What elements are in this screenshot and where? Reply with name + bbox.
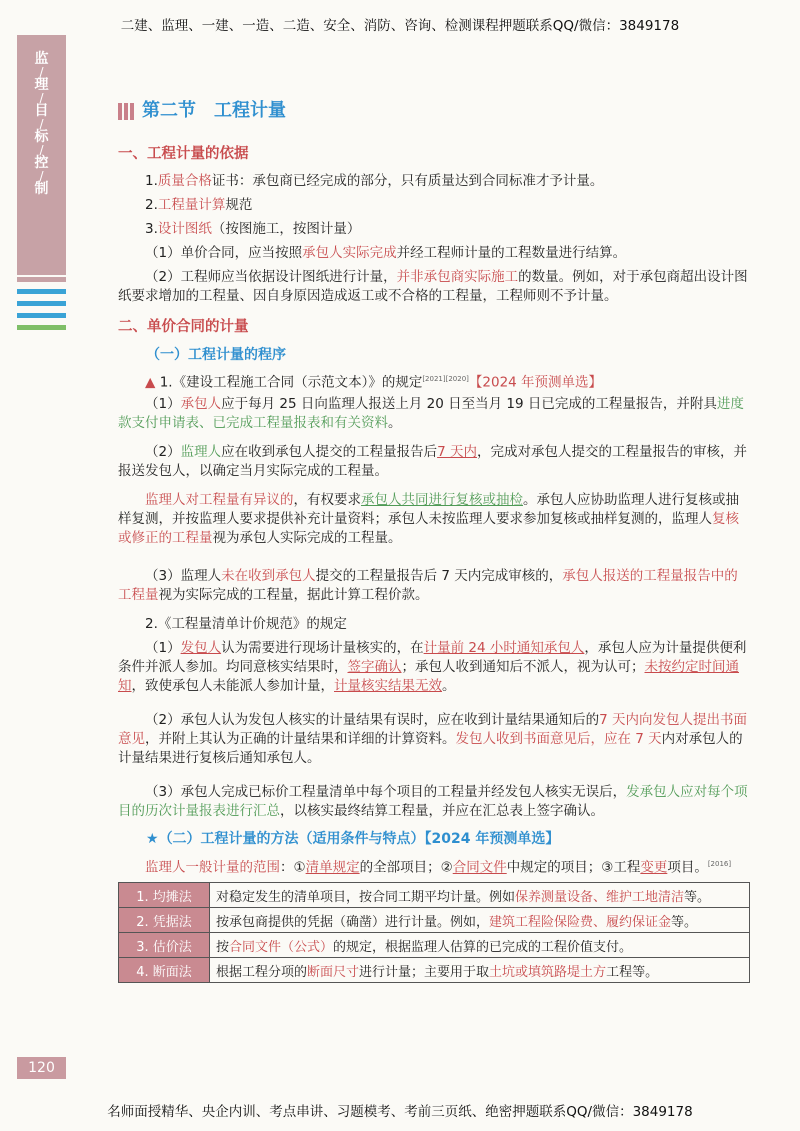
highlight: 质量合格	[157, 173, 212, 189]
highlight: 承包人	[180, 396, 222, 412]
basis-item-1	[118, 172, 750, 191]
table-row	[119, 958, 750, 983]
side-sep: /	[39, 117, 44, 131]
highlight: 未按约定时间通知	[118, 659, 739, 694]
text: ；承包人收到通知后不派人，视为认可；	[401, 659, 645, 675]
measure-scope	[118, 855, 750, 878]
highlight: 7 天内向发包人提出书面意见	[118, 712, 747, 747]
text: ，承包人应为计量提供便利条件并派人参加。均同意核实结果时，	[118, 640, 747, 675]
rule-2-para-3	[118, 783, 750, 821]
section-title	[118, 96, 286, 122]
method-name: 1. 均摊法	[119, 883, 210, 908]
text: 应在收到承包人提交的工程量报告后	[221, 444, 438, 460]
side-char: 监	[34, 51, 49, 67]
exam-year: [2016]	[707, 860, 732, 868]
highlight: 保养测量设备、维护工地清洁	[515, 889, 685, 905]
basis-item-3	[118, 220, 750, 239]
text: 。	[442, 678, 456, 694]
highlight: 合同文件	[452, 859, 507, 876]
side-sep: /	[39, 143, 44, 157]
highlight: 清单规定	[305, 859, 360, 876]
text: ，完成对承包人提交的工程量报告的审核，并报送发包人，以确定当月实际完成的工程量。	[118, 444, 747, 479]
text: 提交的工程量报告后 7 天内完成审核的，	[315, 568, 563, 584]
text: （2）	[145, 444, 181, 460]
method-name: 4. 断面法	[119, 958, 210, 983]
text: 1.	[145, 173, 158, 189]
side-char: 标	[34, 129, 49, 145]
section-title-text: 第二节 工程计量	[142, 100, 286, 121]
star-icon: ★	[146, 831, 159, 847]
text: 等。	[671, 914, 698, 930]
text: 。承包人应协助监理人进行复核或抽样复测，并按监理人要求提供补充计量资料；承包人未按监理人要求参加复核或抽样复测的，监理人	[118, 492, 739, 527]
page-header: 二建、监理、一建、一造、二造、安全、消防、咨询、检测课程押题联系QQ/微信：3849178	[120, 18, 680, 34]
page-number: 120	[17, 1057, 66, 1079]
highlight: 土坑或填筑路堤土方	[489, 964, 607, 980]
side-bar-blue	[17, 301, 66, 306]
highlight: 设计图纸	[157, 221, 212, 237]
text: （1）单价合同，应当按照	[145, 245, 303, 261]
method-desc	[210, 933, 750, 958]
highlight: 7 天内	[437, 444, 477, 460]
side-bar-green	[17, 325, 66, 330]
highlight: 监理人对工程量有异议的	[145, 492, 294, 508]
highlight: 进度款支付申请表、已完成工程量报表和有关资料	[118, 396, 744, 431]
text: 的全部项目；②	[359, 859, 453, 876]
text: 中规定的项目；③工程	[506, 859, 641, 876]
text: （2）承包人认为发包人核实的计量结果有误时，应在收到计量结果通知后的	[145, 712, 600, 728]
side-sep: /	[39, 169, 44, 183]
highlight: 监理人	[180, 444, 222, 460]
table-row	[119, 933, 750, 958]
basis-item-2	[118, 196, 750, 215]
highlight: 发包人收到书面意见后，应在 7 天	[455, 731, 662, 747]
triangle-icon: ▲	[145, 374, 156, 391]
highlight: 复核或修正的工程量	[118, 511, 739, 546]
text: （1）	[145, 396, 181, 412]
title-bars-icon	[118, 101, 136, 122]
side-bar-blue	[17, 313, 66, 318]
highlight: 并非承包商实际施工	[396, 269, 519, 285]
highlight: 监理人一般计量的范围	[145, 859, 280, 876]
text: （按图施工，按图计量）	[211, 221, 361, 237]
text: ：①	[280, 859, 306, 876]
highlight: 工程量计算	[157, 197, 226, 213]
text: ，有权要求	[293, 492, 361, 508]
highlight: 计量核实结果无效	[334, 678, 442, 694]
method-desc	[210, 908, 750, 933]
method-desc	[210, 958, 750, 983]
highlight: 建筑工程险保险费、履约保证金	[489, 914, 672, 930]
table-row	[119, 883, 750, 908]
side-char: 制	[34, 181, 49, 197]
side-char: 目	[34, 103, 49, 119]
text: 项目。	[667, 859, 708, 876]
text: （2）工程师应当依据设计图纸进行计量，	[145, 269, 397, 285]
text: 认为需要进行现场计量核实的，在	[221, 640, 424, 656]
text: 的数量。例如，对于承包商超出设计图纸要求增加的工程量、因自身原因造成返工或不合格的工程量，工程师则不予计量。	[118, 269, 748, 304]
rule-1-para-2	[118, 443, 750, 481]
table-row	[119, 908, 750, 933]
text: 按承包商提供的凭据（确凿）进行计量。例如，	[216, 914, 490, 930]
basis-para-1	[118, 244, 750, 263]
text: ，致使承包人未能派人参加计量，	[131, 678, 334, 694]
text: （二）工程计量的方法（适用条件与特点）【2024 年预测单选】	[158, 831, 560, 847]
text: 根据工程分项的	[216, 964, 308, 980]
side-char: 理	[34, 77, 49, 93]
page-footer: 名师面授精华、央企内训、考点串讲、习题模考、考前三页纸、绝密押题联系QQ/微信：3849178	[107, 1104, 693, 1120]
text: 工程等。	[606, 964, 659, 980]
text: 的规定，根据监理人估算的已完成的工程价值支付。	[333, 939, 633, 955]
rule-1-para-1	[118, 395, 750, 433]
heading-basis: 一、工程计量的依据	[118, 146, 249, 162]
method-name: 2. 凭据法	[119, 908, 210, 933]
rule-1-para-4	[118, 567, 750, 605]
exam-year: [2021][2020]	[422, 375, 469, 383]
text: ，并附上其认为正确的计量结果和详细的计算资料。	[145, 731, 456, 747]
highlight: 承包人共同进行复核或抽检	[361, 492, 523, 508]
side-sep: /	[39, 91, 44, 105]
exam-tag: 【2024 年预测单选】	[468, 374, 603, 391]
text: 等。	[684, 889, 711, 905]
side-chapter-tab	[17, 35, 66, 275]
side-sep: /	[39, 65, 44, 79]
highlight: 计量前 24 小时通知承包人	[423, 640, 585, 656]
subheading-method	[118, 830, 778, 849]
heading-unit-price: 二、单价合同的计量	[118, 319, 249, 335]
highlight: 合同文件（公式）	[229, 939, 334, 955]
highlight: 未在收到承包人	[221, 568, 316, 584]
method-table	[118, 882, 750, 983]
text: 3.	[145, 221, 158, 237]
highlight: 发包人	[180, 640, 222, 656]
highlight: 承包人报送的工程量报告中的工程量	[118, 568, 738, 603]
basis-para-2	[118, 268, 750, 306]
method-name: 3. 估价法	[119, 933, 210, 958]
highlight: 承包人实际完成	[302, 245, 397, 261]
text: 对稳定发生的清单项目，按合同工期平均计量。例如	[216, 889, 516, 905]
text: 证书：承包商已经完成的部分，只有质量达到合同标准才予计量。	[211, 173, 604, 189]
text: 视为实际完成的工程量，据此计算工程价款。	[158, 587, 429, 603]
rule-2-para-1	[118, 639, 750, 696]
text: 。	[388, 415, 402, 431]
text: 进行计量；主要用于取	[359, 964, 490, 980]
highlight: 断面尺寸	[307, 964, 360, 980]
highlight: 变更	[640, 859, 668, 876]
text: 视为承包人实际完成的工程量。	[212, 530, 402, 546]
text: （3）监理人	[145, 568, 222, 584]
subheading-procedure: （一）工程计量的程序	[146, 347, 286, 363]
side-bar-pink	[17, 277, 66, 282]
text: 2.	[145, 197, 158, 213]
text: 并经工程师计量的工程数量进行结算。	[396, 245, 627, 261]
text: 按	[216, 939, 230, 955]
text: 应于每月 25 日向监理人报送上月 20 日至当月 19 日已完成的工程量报告，并附具	[221, 396, 717, 412]
rule-2-title: 2.《工程量清单计价规范》的规定	[145, 616, 347, 632]
rule-1-para-3	[118, 491, 750, 548]
text: （1）	[145, 640, 181, 656]
rule-1-title	[118, 370, 750, 393]
method-desc	[210, 883, 750, 908]
highlight: 发承包人应对每个项目的历次计量报表进行汇总	[118, 784, 748, 819]
side-bar-blue	[17, 289, 66, 294]
text: 规范	[225, 197, 253, 213]
text: （3）承包人完成已标价工程量清单中每个项目的工程量并经发包人核实无误后，	[145, 784, 627, 800]
text: 内对承包人的计量结果进行复核后通知承包人。	[118, 731, 743, 766]
text: ，以核实最终结算工程量，并应在汇总表上签字确认。	[280, 803, 604, 819]
side-char: 控	[34, 155, 49, 171]
text: 1.《建设工程施工合同（示范文本）》的规定	[159, 374, 423, 391]
rule-2-para-2	[118, 711, 750, 768]
highlight: 签字确认	[347, 659, 402, 675]
